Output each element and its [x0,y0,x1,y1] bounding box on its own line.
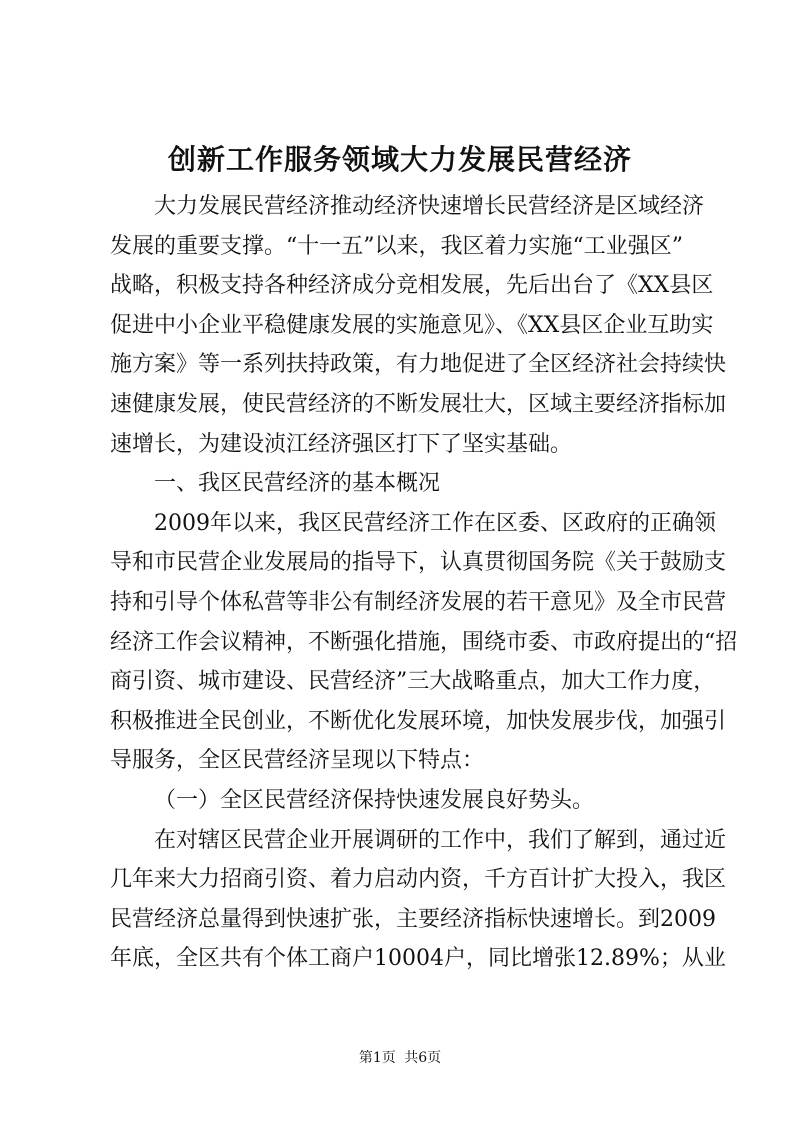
paragraph-1-line-7: 速增长，为建设浈江经济强区打下了坚实基础。 [110,431,573,457]
paragraph-2-line-5: 商引资、城市建设、民营经济”三大战略重点，加大工作力度， [110,669,716,695]
paragraph-2-line-7: 导服务，全区民营经济呈现以下特点： [110,748,485,774]
paragraph-2-line-2: 导和市民营企业发展局的指导下，认真贯彻国务院《关于鼓励支 [110,550,727,576]
paragraph-3-line-3: 民营经济总量得到快速扩张，主要经济指标快速增长。到2009 [110,906,716,932]
subsection-heading-1: （一）全区民营经济保持快速发展良好势头。 [154,787,595,813]
document-title: 创新工作服务领域大力发展民营经济 [167,143,632,176]
paragraph-1-line-2: 发展的重要支撑。“十一五”以来，我区着力实施“工业强区” [110,233,683,259]
paragraph-2-line-6: 积极推进全民创业，不断优化发展环境，加快发展步伐，加强引 [110,708,727,734]
paragraph-1-line-1: 大力发展民营经济推动经济快速增长民营经济是区域经济 [154,194,705,219]
section-heading-1: 一、我区民营经济的基本概况 [154,471,441,497]
paragraph-1-line-5: 施方案》等一系列扶持政策，有力地促进了全区经济社会持续快 [110,352,727,378]
paragraph-1-line-4: 促进中小企业平稳健康发展的实施意见》、《XX县区企业互助实 [110,312,714,338]
paragraph-1-line-3: 战略，积极支持各种经济成分竞相发展，先后出台了《XX县区 [110,273,714,299]
paragraph-2-line-4: 经济工作会议精神，不断强化措施，围绕市委、市政府提出的“招 [110,629,738,655]
paragraph-2-line-3: 持和引导个体私营等非公有制经济发展的若干意见》及全市民营 [110,589,727,615]
paragraph-2-line-1: 2009年以来，我区民营经济工作在区委、区政府的正确领 [154,510,716,536]
paragraph-3-line-4: 年底，全区共有个体工商户10004户，同比增张12.89%；从业 [110,946,726,972]
paragraph-3-line-2: 几年来大力招商引资、着力启动内资，千方百计扩大投入，我区 [110,867,727,893]
paragraph-3-line-1: 在对辖区民营企业开展调研的工作中，我们了解到，通过近 [154,827,727,853]
page-number-current: 第1页 [358,1050,396,1066]
page-number-total: 共6页 [404,1050,442,1066]
paragraph-1-line-6: 速健康发展，使民营经济的不断发展壮大，区域主要经济指标加 [110,391,727,417]
page-footer [0,1048,800,1068]
document-body [110,187,738,979]
